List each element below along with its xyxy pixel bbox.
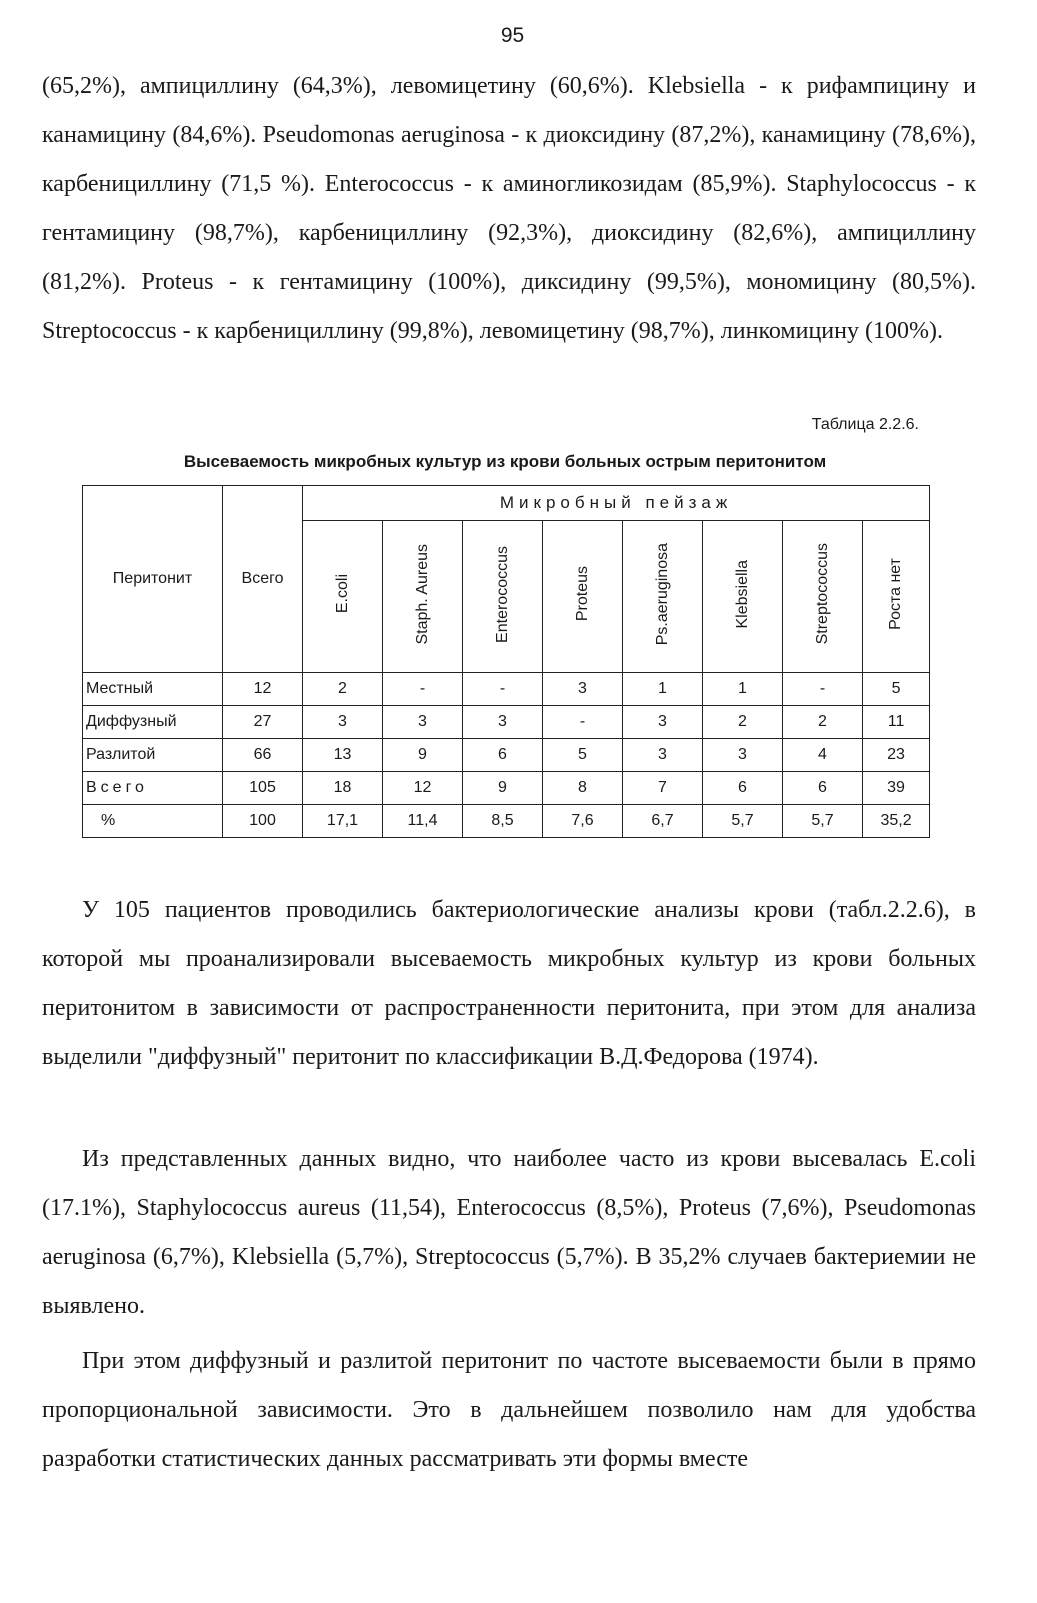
header-peritonit: Перитонит [83, 486, 223, 673]
table-cell: 18 [303, 772, 383, 805]
table-cell: - [383, 673, 463, 706]
microbial-culture-table [82, 485, 930, 838]
table-cell: 9 [463, 772, 543, 805]
table-cell: 7,6 [543, 805, 623, 838]
header-microbe [383, 521, 463, 673]
table-row [83, 805, 930, 838]
table-cell: 5,7 [783, 805, 863, 838]
row-total: 66 [223, 739, 303, 772]
table-cell: 5 [543, 739, 623, 772]
header-microbe [303, 521, 383, 673]
row-total: 105 [223, 772, 303, 805]
table-cell: 12 [383, 772, 463, 805]
table-row [83, 739, 930, 772]
header-microbe-label: Streptococcus [813, 543, 831, 645]
table-cell: 2 [783, 706, 863, 739]
table-cell: - [543, 706, 623, 739]
row-label: Местный [83, 673, 223, 706]
row-total: 27 [223, 706, 303, 739]
table-cell: 23 [863, 739, 930, 772]
table-cell: 11,4 [383, 805, 463, 838]
table-cell: 6 [783, 772, 863, 805]
table-cell: 5 [863, 673, 930, 706]
table-caption: Таблица 2.2.6. [811, 416, 919, 433]
table-cell: 17,1 [303, 805, 383, 838]
table-cell: 3 [383, 706, 463, 739]
table-row [83, 673, 930, 706]
table-cell: 3 [463, 706, 543, 739]
header-microbe-label: E.coli [333, 574, 351, 614]
row-label: % [83, 805, 223, 838]
header-microbe [463, 521, 543, 673]
row-label: Всего [83, 772, 223, 805]
paragraph-results: Из представленных данных видно, что наиболее часто из крови высевалась E.coli (17.1%), Staphylococcus aureus (11,54), Enterococcus (8,5%), Proteus (7,6%), Pseudomonas aeruginosa (6,7%), Klebsiella (5,7%), Streptococcus (5,7%). В 35,2% случаев бактериемии не выявлено. [42, 1146, 976, 1319]
header-total: Всего [223, 486, 303, 673]
header-microbe-label: Klebsiella [733, 559, 751, 629]
row-label: Диффузный [83, 706, 223, 739]
table-cell: 3 [703, 739, 783, 772]
header-microbe [783, 521, 863, 673]
header-microbe [543, 521, 623, 673]
table-cell: 6 [703, 772, 783, 805]
table-cell: 3 [303, 706, 383, 739]
table-cell: 11 [863, 706, 930, 739]
paragraph-antibiotic-resistance: (65,2%), ампициллину (64,3%), левомицетину (60,6%). Klebsiella - к рифампицину и канамицину (84,6%). Pseudomonas aeruginosa - к диоксидину (87,2%), канамицину (78,6%), карбенициллину (71,5 %). Enterococcus - к аминогликозидам (85,9%). Staphylococcus - к гентамицину (98,7%), карбенициллину (92,3%), диоксидину (82,6%), ампициллину (81,2%). Proteus - к гентамицину (100%), диксидину (99,5%), мономицину (80,5%). Streptococcus - к карбенициллину (99,8%), левомицетину (98,7%), линкомицину (100%). [42, 73, 976, 344]
table-cell: 39 [863, 772, 930, 805]
table-cell: 8 [543, 772, 623, 805]
table-cell: 6 [463, 739, 543, 772]
page-number: 95 [500, 24, 525, 47]
table-cell: 5,7 [703, 805, 783, 838]
header-microbe-label: Ps.aeruginosa [653, 542, 671, 646]
header-microbe [703, 521, 783, 673]
header-microbe-label: Proteus [573, 566, 591, 622]
header-microbial-landscape: Микробный пейзаж [303, 486, 930, 521]
header-microbe-label: Enterococcus [493, 545, 511, 643]
header-microbe-label: Роста нет [887, 558, 905, 630]
row-label: Разлитой [83, 739, 223, 772]
table-cell: 2 [303, 673, 383, 706]
header-microbe [863, 521, 930, 673]
table-row [83, 772, 930, 805]
table-cell: 3 [543, 673, 623, 706]
paragraph-blood-analysis: У 105 пациентов проводились бактериологические анализы крови (табл.2.2.6), в которой мы проанализировали высеваемость микробных культур из крови больных перитонитом в зависимости от распространенности перитонита, при этом для анализа выделили "диффузный" перитонит по классификации В.Д.Федорова (1974). [42, 897, 976, 1070]
table-cell: 13 [303, 739, 383, 772]
row-total: 12 [223, 673, 303, 706]
table-cell: - [783, 673, 863, 706]
table-cell: 3 [623, 739, 703, 772]
header-microbe [623, 521, 703, 673]
table-cell: - [463, 673, 543, 706]
table-cell: 4 [783, 739, 863, 772]
table-cell: 35,2 [863, 805, 930, 838]
table-cell: 3 [623, 706, 703, 739]
table-title: Высеваемость микробных культур из крови больных острым перитонитом [183, 452, 827, 471]
table-cell: 2 [703, 706, 783, 739]
table-row [83, 706, 930, 739]
table-cell: 6,7 [623, 805, 703, 838]
table-cell: 9 [383, 739, 463, 772]
table-cell: 8,5 [463, 805, 543, 838]
paragraph-conclusion: При этом диффузный и разлитой перитонит по частоте высеваемости были в прямо пропорциональной зависимости. Это в дальнейшем позволило нам для удобства разработки статистических данных рассматривать эти формы вместе [42, 1348, 976, 1472]
header-microbe-label: Staph. Aureus [413, 543, 431, 645]
table-cell: 1 [623, 673, 703, 706]
row-total: 100 [223, 805, 303, 838]
table-cell: 1 [703, 673, 783, 706]
table-cell: 7 [623, 772, 703, 805]
